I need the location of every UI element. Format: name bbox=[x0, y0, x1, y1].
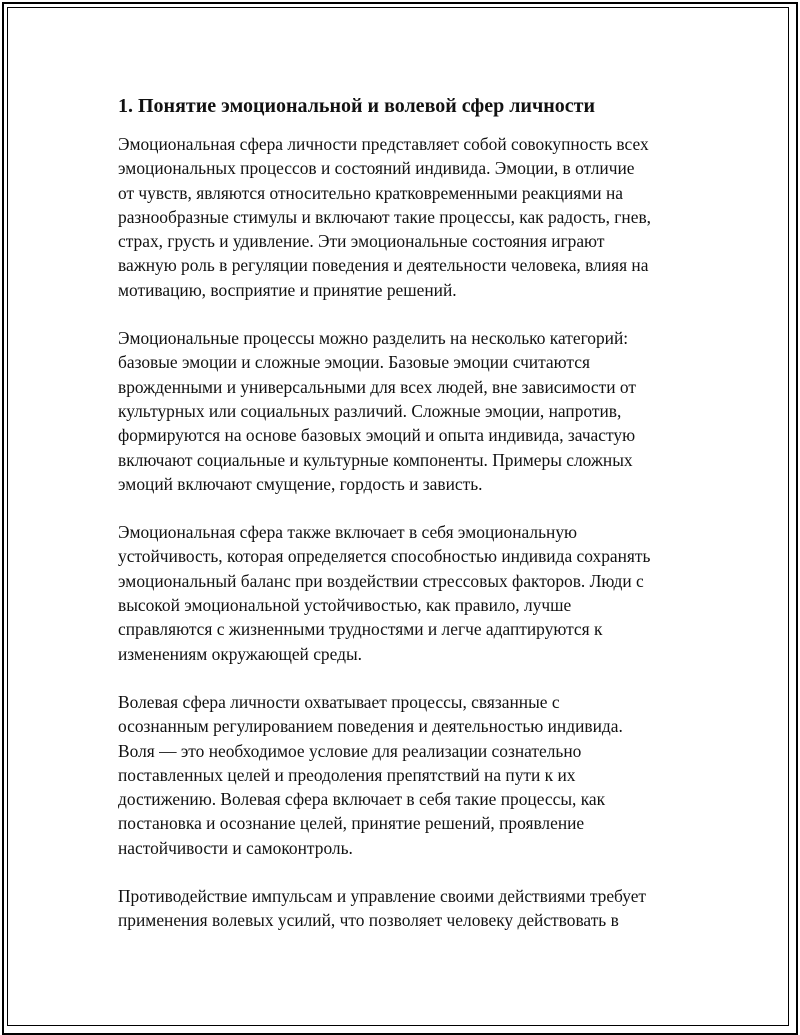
paragraph-3: Эмоциональная сфера также включает в себя эмоциональную устойчивость, которая определяется способностью индивида сохранять эмоциональный баланс при воздействии стрессовых факторов. Люди с высокой эмоциональной устойчивостью, как правило, лучше справляются с жизненными трудностями и легче адаптируются к изменениям окружающей среды. bbox=[118, 522, 651, 664]
paragraph-1: Эмоциональная сфера личности представляет собой совокупность всех эмоциональных процессов и состояний индивида. Эмоции, в отличие от чувств, являются относительно кратковременными реакциями на разнообразные стимулы и включают такие процессы, как радость, гнев, страх, грусть и удивление. Эти эмоциональные состояния играют важную роль в регуляции поведения и деятельности человека, влияя на мотивацию, восприятие и принятие решений. bbox=[118, 134, 652, 300]
paragraph-5: Противодействие импульсам и управление своими действиями требует применения волевых усилий, что позволяет человеку действовать в bbox=[118, 886, 647, 931]
paragraph-4: Волевая сфера личности охватывает процессы, связанные с осознанным регулированием поведения и деятельностью индивида. Воля — это необходимое условие для реализации сознательно поставленных целей и преодоления препятствий на пути к их достижению. Волевая сфера включает в себя такие процессы, как постановка и осознание целей, принятие решений, проявление настойчивости и самоконтроль. bbox=[118, 691, 623, 858]
paragraph-2: Эмоциональные процессы можно разделить на несколько категорий: базовые эмоции и сложные эмоции. Базовые эмоции считаются врожденными и универсальными для всех людей, вне зависимости от культурных или социальных различий. Сложные эмоции, напротив, формируются на основе базовых эмоций и опыта индивида, зачастую включают социальные и культурные компоненты. Примеры сложных эмоций включают смущение, гордость и зависть. bbox=[118, 328, 636, 494]
document-body bbox=[118, 92, 698, 957]
section-heading: 1. Понятие эмоциональной и волевой сфер личности bbox=[118, 95, 595, 117]
